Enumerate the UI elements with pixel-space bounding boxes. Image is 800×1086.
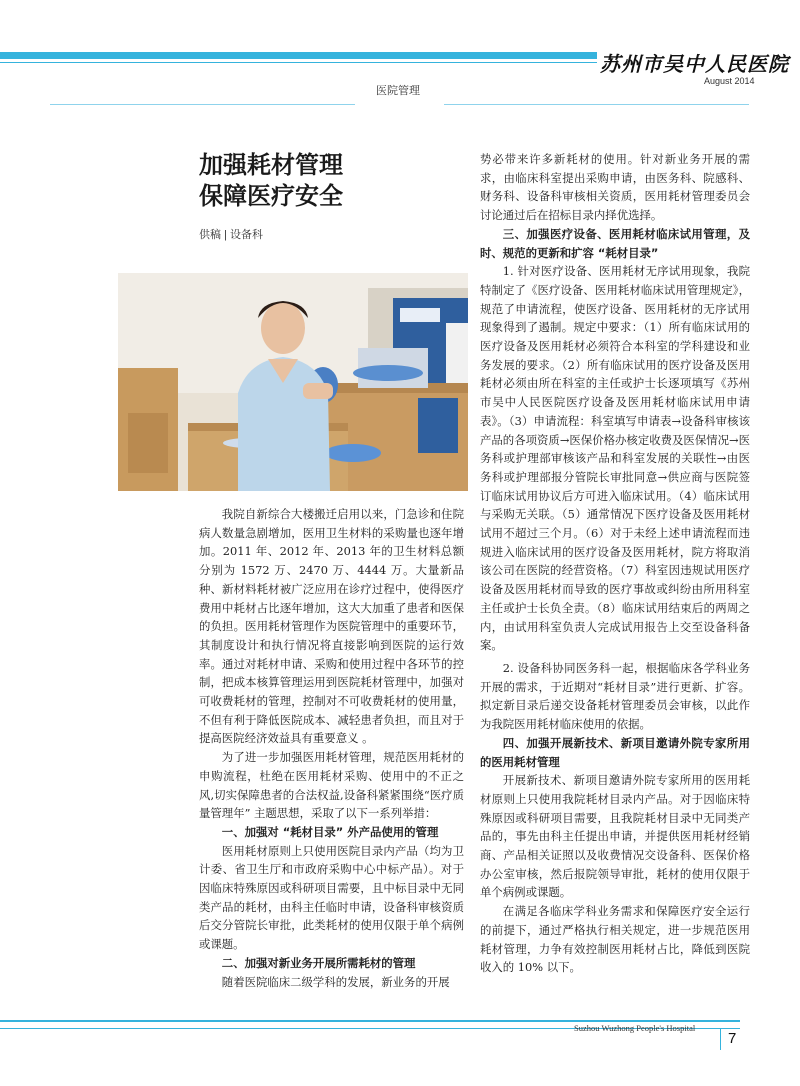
article-photo xyxy=(118,273,468,491)
article-byline: 供稿 | 设备科 xyxy=(199,229,263,241)
paragraph-section-4: 开展新技术、新项目邀请外院专家所用的医用耗材原则上只使用我院耗材目录内产品。对于因临床特殊原因或科研项目需要，且我院耗材目录中无同类产品的，事先由科主任提出申请，并提供医用耗材经销商、产品相关证照以及收费情况交设备科、医保价格办公室审核，然后报院领导审批，耗材的使用仅限于单个病例或课题。 xyxy=(480,773,750,900)
issue-date: August 2014 xyxy=(704,76,755,86)
article-title xyxy=(199,150,343,212)
paragraph-section-3-item1: 1. 针对医疗设备、医用耗材无序试用现象，我院特制定了《医疗设备、医用耗材临床试用管理规定》，规范了申请流程，使医疗设备、医用耗材的无序试用现象得到了遏制。规定中要求：（1）所有临床试用的医疗设备及医用耗材必须符合本科室的学科建设和业务发展的要求。（2）所有临床试用的医疗设备及医用耗材必须由所在科室的主任或护士长逐项填写《苏州市吴中人民医院医疗设备及医用耗材临床试用申请表》。（3）申请流程：科室填写申请表→设备科审核该产品的各项资质→医保价格办核定收费及医保情况→医务科或护理部审核该产品和科室发展的关联性→由医务科或护理部报分管院长审批同意→供应商与医院签订临床试用协议后方可进入临床试用。（4）临床试用与采购无关联。（5）通常情况下医疗设备及医用耗材试用不超过三个月。（6）对于未经上述申请流程而违规进入临床试用的医疗设备及医用耗材，院方将取消该公司在医院的经营资格。（7）科室因违规试用医疗设备及医用耗材而导致的医疗事故或纠纷由所用科室主任或护士长负全责。（8）临床试用结束后的两周之内，由试用科室负责人完成试用报告上交至设备科备案。 xyxy=(480,264,750,653)
header-accent-line xyxy=(0,62,597,63)
paragraph-section-3-item2: 2. 设备科协同医务科一起，根据临床各学科业务开展的需求，于近期对“耗材目录”进行更新、扩容。拟定新目录后递交设备耗材管理委员会审核，以此作为我院医用耗材临床使用的依据。 xyxy=(480,660,750,732)
page-number: 7 xyxy=(728,1030,737,1047)
hospital-name: 苏州市吴中人民医院 xyxy=(600,52,789,76)
section-divider-right xyxy=(444,104,749,105)
section-divider-left xyxy=(50,104,355,105)
paragraph-measures: 为了进一步加强医用耗材管理，规范医用耗材的申购流程，杜绝在医用耗材采购、使用中的不正之风,切实保障患者的合法权益,设备科紧紧围绕“医疗质量管理年” 主题思想，采取了以下一系列举措： xyxy=(199,750,464,821)
article-left-column xyxy=(199,505,464,991)
paragraph-section-2-start: 随着医院临床二级学科的发展，新业务的开展 xyxy=(221,974,450,989)
nurse-supplies-photo xyxy=(118,273,468,491)
footer-hospital-name: Suzhou Wuzhong People's Hospital xyxy=(574,1023,696,1033)
heading-section-1: 一、加强对 “耗材目录” 外产品使用的管理 xyxy=(221,824,439,839)
footer-accent-line xyxy=(0,1020,740,1022)
paragraph-section-2-cont: 势必带来许多新耗材的使用。针对新业务开展的需求，由临床科室提出采购申请，由医务科、院感科、财务科、设备科审核相关资质，医用耗材管理委员会讨论通过后在招标目录内择优选择。 xyxy=(480,152,750,223)
heading-section-3: 三、加强医疗设备、医用耗材临床试用管理，及时、规范的更新和扩容 “耗材目录” xyxy=(480,226,750,260)
article-right-column xyxy=(480,150,750,977)
section-label: 医院管理 xyxy=(376,85,420,97)
header-accent-bar xyxy=(0,52,597,59)
article-title-line1: 加强耗材管理 xyxy=(199,151,343,179)
heading-section-2: 二、加强对新业务开展所需耗材的管理 xyxy=(221,955,416,970)
article-title-line2: 保障医疗安全 xyxy=(199,182,343,210)
heading-section-4: 四、加强开展新技术、新项目邀请外院专家所用的医用耗材管理 xyxy=(480,735,750,769)
paragraph-intro: 我院自新综合大楼搬迁启用以来，门急诊和住院病人数量急剧增加，医用卫生材料的采购量也逐年增加。2011 年、2012 年、2013 年的卫生材料总额分别为 1572 万、2470 万、4444 万。大量新品种、新材料耗材被广泛应用在诊疗过程中，使得医疗费用中耗材占比逐年增加，这大大加重了患者和医保的负担。医用耗材管理作为医院管理中的重要环节，其制度设计和执行情况将直接影响到医院的运行效率。通过对耗材申请、采购和使用过程中各环节的控制，把成本核算管理运用到医院耗材管理中，加强对可收费耗材的管理，控制对不可收费耗材的使用量，不但有利于降低医院成本、减轻患者负担，而且对于提高医院经济效益具有重要意义 。 xyxy=(199,507,464,746)
paragraph-conclusion: 在满足各临床学科业务需求和保障医疗安全运行的前提下，通过严格执行相关规定，进一步规范医用耗材管理，力争有效控制医用耗材占比，降低到医院收入的 10% 以下。 xyxy=(480,904,750,975)
paragraph-section-1: 医用耗材原则上只使用医院目录内产品（均为卫计委、省卫生厅和市政府采购中心中标产品）。对于因临床特殊原因或科研项目需要，且中标目录中无同类产品的耗材，由科主任临时申请，设备科审核资质后交分管院长审批，此类耗材的使用仅限于单个病例或课题。 xyxy=(199,843,464,952)
